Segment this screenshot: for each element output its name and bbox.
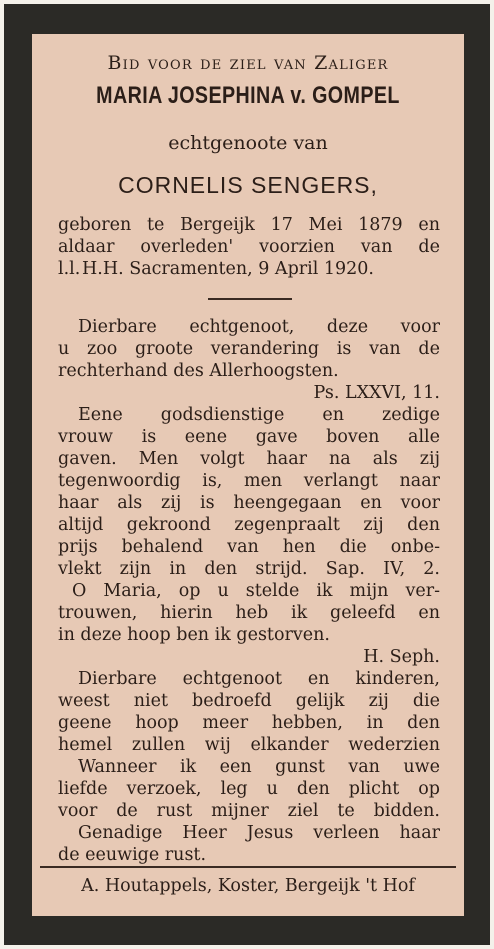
text-line: O Maria, op u stelde ik mijn ver- <box>72 581 440 601</box>
text-line: weest niet bedroefd gelijk zij die <box>58 691 440 711</box>
text-line: de eeuwige rust. <box>58 845 207 865</box>
text-line: liefde verzoek, leg u den plicht op <box>58 779 440 799</box>
text-line: hemel zullen wij elkander wederzien <box>58 735 440 755</box>
footer-divider <box>40 866 456 868</box>
memorial-card-border <box>4 4 490 945</box>
text-line: Eene godsdienstige en zedige <box>78 405 440 425</box>
prayer-heading: Bid voor de ziel van Zaliger <box>107 52 389 74</box>
text-line: prijs behalend van hen die onbe- <box>58 537 440 557</box>
relation-text: echtgenoote van <box>168 132 328 154</box>
text-line: vrouw is eene gave boven alle <box>58 427 440 447</box>
text-line: altijd gekroond zegenpraalt zij den <box>58 515 440 535</box>
text-line: haar als zij is heengegaan en voor <box>58 493 440 513</box>
deceased-name: MARIA JOSEPHINA v. GOMPEL <box>96 82 400 109</box>
text-line: H. Seph. <box>363 647 440 667</box>
text-line: tegenwoordig is, men verlangt naar <box>58 471 440 491</box>
bio-line: l.l.H.H. Sacramenten, 9 April 1920. <box>58 259 374 279</box>
text-line: Wanneer ik een gunst van uwe <box>78 757 440 777</box>
memorial-card <box>32 34 464 916</box>
text-line: trouwen, hierin heb ik geleefd en <box>58 603 440 623</box>
spouse-name: CORNELIS SENGERS, <box>118 172 378 198</box>
divider <box>208 298 292 300</box>
printer-credit: A. Houtappels, Koster, Bergeijk 't Hof <box>81 876 415 896</box>
bio-line: aldaar overleden' voorzien van de <box>58 237 440 257</box>
text-line: geene hoop meer hebben, in den <box>58 713 440 733</box>
text-line: in deze hoop ben ik gestorven. <box>58 625 330 645</box>
text-line: Dierbare echtgenoot en kinderen, <box>78 669 440 689</box>
text-line: vlekt zijn in den strijd. Sap. IV, 2. <box>58 559 440 579</box>
text-line: gaven. Men volgt haar na als zij <box>58 449 440 469</box>
text-line: Dierbare echtgenoot, deze voor <box>78 317 440 337</box>
text-line: Genadige Heer Jesus verleen haar <box>78 823 440 843</box>
text-line: voor de rust mijner ziel te bidden. <box>58 801 440 821</box>
text-line: u zoo groote verandering is van de <box>58 339 440 359</box>
bio-line: geboren te Bergeijk 17 Mei 1879 en <box>58 215 440 235</box>
text-line: rechterhand des Allerhoogsten. <box>58 361 339 381</box>
text-line: Ps. LXXVI, 11. <box>313 383 440 403</box>
